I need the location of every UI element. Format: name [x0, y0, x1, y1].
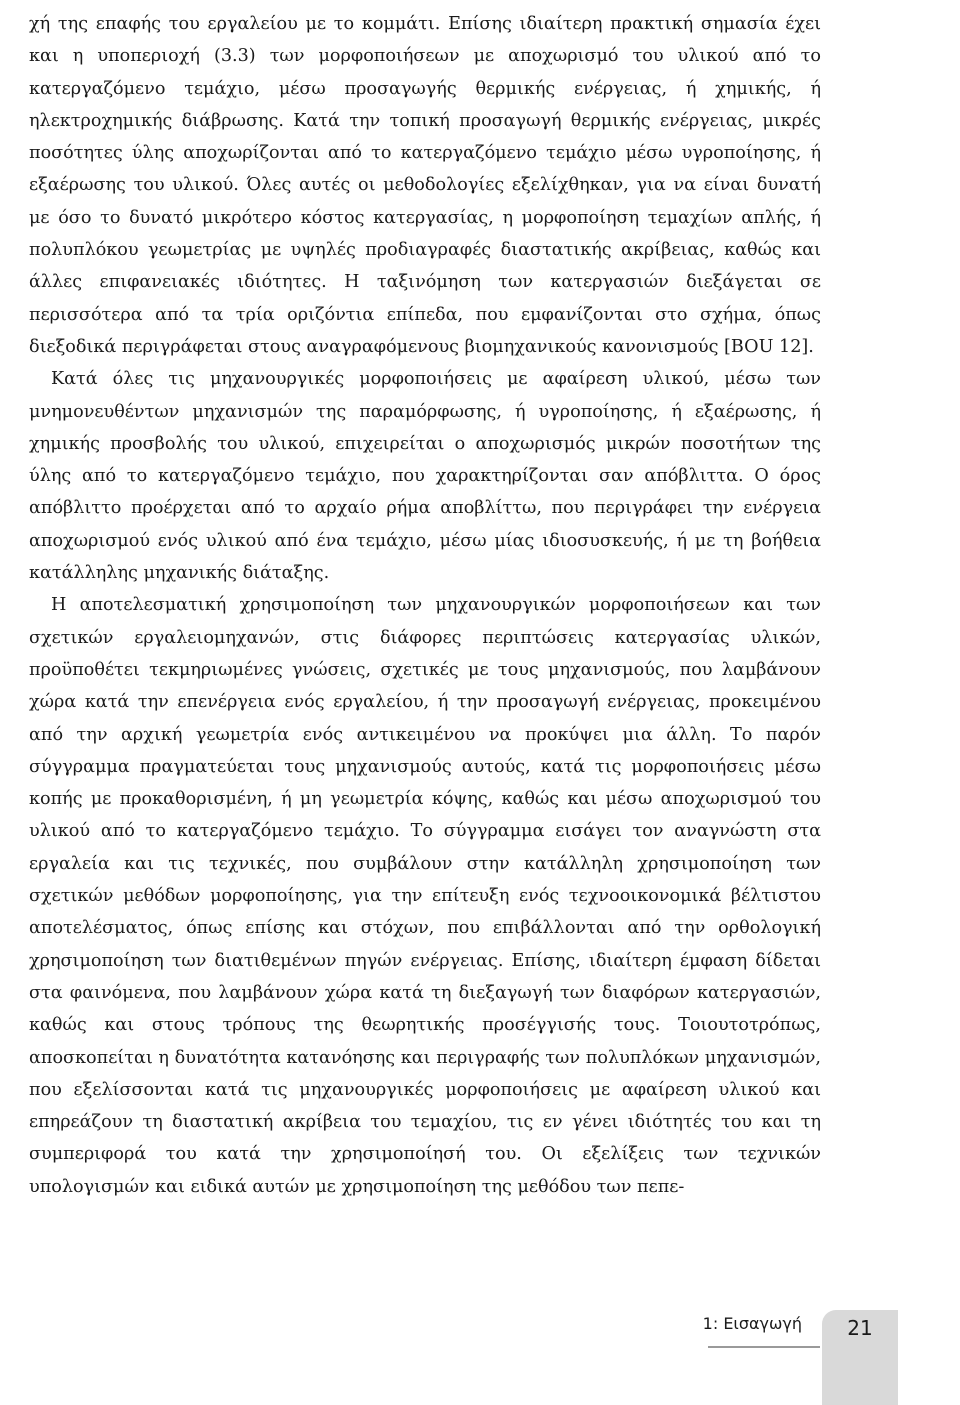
paragraph-1: χή της επαφής του εργαλείου με το κομμάτι. Επίσης ιδιαίτερη πρακτική σημασία έχει και η υποπεριοχή (3.3) των μορφοποιήσεων με αποχωρισμό του υλικού από το κατεργαζόμενο τεμάχιο, μέσω προσαγωγής θερμικής ενέργειας, ή χημικής, ή ηλεκτροχημικής διάβρωσης. Κατά την τοπική προσαγωγή θερμικής ενέργειας, μικρές ποσότητες ύλης αποχωρίζονται από το κατεργαζόμενο τεμάχιο μέσω υγροποίησης, ή εξαέρωσης του υλικού. Όλες αυτές οι μεθοδολογίες εξελίχθηκαν, για να είναι δυνατή με όσο το δυνατό μικρότερο κόστος κατεργασίας, η μορφοποίηση τεμαχίων απλής, ή πολυπλόκου γεωμετρίας με υψηλές προδιαγραφές διαστατικής ακρίβειας, καθώς και άλλες επιφανειακές ιδιότητες. Η ταξινόμηση των κατεργασιών διεξάγεται σε περισσότερα από τα τρία οριζόντια επίπεδα, που εμφανίζονται στο σχήμα, όπως διεξοδικά περιγράφεται στους αναγραφόμενους βιομηχανικούς κανονισμούς [BOU 12]. — [29, 14, 821, 357]
paragraph-2: Κατά όλες τις μηχανουργικές μορφοποιήσεις με αφαίρεση υλικού, μέσω των μνημονευθέντων μηχανισμών της παραμόρφωσης, ή υγροποίησης, ή εξαέρωσης, ή χημικής προσβολής του υλικού, επιχειρείται ο αποχωρισμός μικρών ποσοτήτων της ύλης από το κατεργαζόμενο τεμάχιο, που χαρακτηρίζονται σαν απόβλιττα. Ο όρος απόβλιττο προέρχεται από το αρχαίο ρήμα αποβλίττω, που περιγράφει την ενέργεια αποχωρισμού ενός υλικού από ένα τεμάχιο, μέσω μίας ιδιοσυσκευής, ή με τη βοήθεια κατάλληλης μηχανικής διάταξης. — [29, 369, 821, 584]
body-text — [29, 8, 821, 1203]
footer-rule — [708, 1346, 820, 1348]
page-number: 21 — [847, 1316, 873, 1340]
chapter-label: 1: Εισαγωγή — [702, 1314, 802, 1333]
page-number-tab — [822, 1310, 898, 1405]
page-footer — [0, 1310, 960, 1405]
paragraph-3: Η αποτελεσματική χρησιμοποίηση των μηχανουργικών μορφοποιήσεων και των σχετικών εργαλειομηχανών, στις διάφορες περιπτώσεις κατεργασίας υλικών, προϋποθέτει τεκμηριωμένες γνώσεις, σχετικές με τους μηχανισμούς, που λαμβάνουν χώρα κατά την επενέργεια ενός εργαλείου, ή την προσαγωγή ενέργειας, προκειμένου από την αρχική γεωμετρία ενός αντικειμένου να προκύψει μια άλλη. Το παρόν σύγγραμμα πραγματεύεται τους μηχανισμούς αυτούς, κατά τις μορφοποιήσεις μέσω κοπής με προκαθορισμένη, ή μη γεωμετρία κόψης, καθώς και μέσω αποχωρισμού του υλικού από το κατεργαζόμενο τεμάχιο. Το σύγγραμμα εισάγει τον αναγνώστη στα εργαλεία και τις τεχνικές, που συμβάλουν στην κατάλληλη χρησιμοποίηση των σχετικών μεθόδων μορφοποίησης, για την επίτευξη ενός τεχνοοικονομικά βέλτιστου αποτελέσματος, όπως επίσης και στόχων, που επιβάλλονται από την ορθολογική χρησιμοποίηση των διατιθεμένων πηγών ενέργειας. Επίσης, ιδιαίτερη έμφαση δίδεται στα φαινόμενα, που λαμβάνουν χώρα κατά τη διεξαγωγή των διαφόρων κατεργασιών, καθώς και στους τρόπους της θεωρητικής προσέγγισής τους. Τοιουτοτρόπως, αποσκοπείται η δυνατότητα κατανόησης και περιγραφής των πολυπλόκων μηχανισμών, που εξελίσσονται κατά τις μηχανουργικές μορφοποιήσεις με αφαίρεση υλικού και επηρεάζουν τη διαστατική ακρίβεια του τεμαχίου, τις εν γένει ιδιότητές του και τη συμπεριφορά του κατά την χρησιμοποίησή του. Οι εξελίξεις των τεχνικών υπολογισμών και ειδικά αυτών με χρησιμοποίηση της μεθόδου των πεπε- — [29, 595, 821, 1197]
